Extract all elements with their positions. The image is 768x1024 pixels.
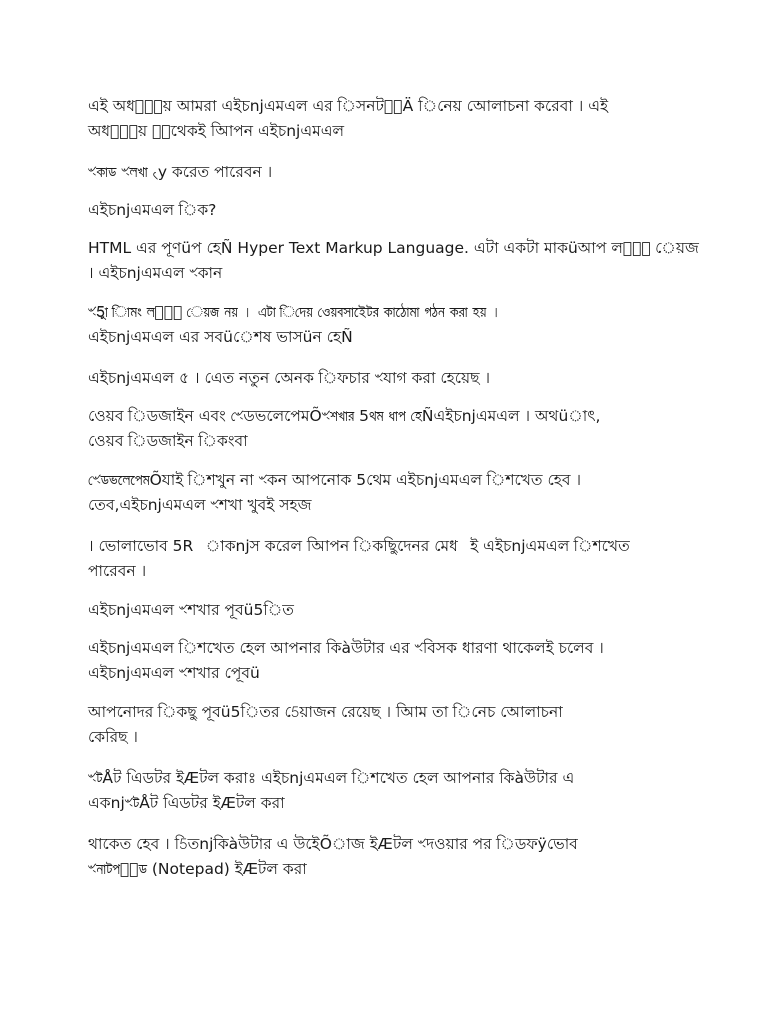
text-line: ৼটÅট এিডটর ইÆটল করাঃ এইচnjএমএল িশখেত হেল আপনার কিàউটার এ — [88, 769, 575, 787]
text-line: অধােয় ৼেথেকই আিপন এইচnjএমএল — [88, 122, 345, 140]
text-line: ওেয়ব িডজাইন এবং ৼেডভলেপেমÕৼশখার 5থম ধাপ হেÑএইচnjএমএল । অথüাৎ, — [88, 407, 601, 425]
text-line: এইচnjএমএল িশখেত হেল আপনার কিàউটার এর ৼবিসক ধারণা থাকেলই চলেব । — [88, 639, 604, 657]
text-line: ৼ5াু ািমং লাু েয়জ নয় । এটা িদেয় ওেয়বসাইেটর কাঠােমা গঠন করা হয় । — [88, 303, 502, 321]
paragraph-html-full-form — [88, 236, 699, 286]
text-line: একnjৼটÅট এিডটর ইÆটল করা — [88, 794, 285, 812]
paragraph-notepad — [88, 832, 688, 882]
text-line: তেব,এইচnjএমএল ৼশখা খুবই সহজ — [88, 496, 312, 514]
text-line: । এইচnjএমএল ৼকান — [88, 264, 223, 282]
text-line: আপনােদর িকছু পূবü5িতর 5েয়াজন রেয়েছ । আিম তা িনেচ আেলাচনা — [88, 703, 563, 721]
heading-what-is-html — [88, 198, 688, 223]
text-line: এইচnjএমএল ৫ । এেত নতুন অেনক িফচার ৼযাগ করা হেয়েছ । — [88, 369, 491, 387]
paragraph-not-programming — [88, 300, 688, 350]
text-line: থাকেত হেব । 5িতnjকিàউটার এ উইেÕাজ ইÆটল ৼদওয়ার পর িডফÿভােব — [88, 835, 578, 853]
text-line: । ভােলাভােব 5Rাকnjস করেল আিপন িকছুিদেনর মেধই এইচnjএমএল িশখেত — [88, 537, 630, 555]
heading-prerequisites — [88, 598, 688, 623]
text-line: ৼনাটপাড (Notepad) ইÆটল করা — [88, 860, 307, 878]
text-line: এইচnjএমএল ৼশখার পূেবü — [88, 664, 260, 682]
text-line: এইচnjএমএল ৼশখার পূবü5িত — [88, 601, 294, 619]
text-line: ৼেডভলেপেমÕযাই িশখুন না ৼকন আপনােক 5থেম এইচnjএমএল িশখেত হেব । — [88, 471, 582, 489]
text-line: পারেবন । — [88, 562, 147, 580]
text-line: ওেয়ব িডজাইন িকংবা — [88, 432, 248, 450]
text-line: এইচnjএমএল এর সবüেশষ ভাসüন হেÑ — [88, 328, 353, 346]
text-line: এইচnjএমএল িক? — [88, 201, 217, 219]
paragraph-code-writing — [88, 160, 688, 185]
paragraph-computer-basics — [88, 636, 688, 686]
text-line: এই অধােয় আমরা এইচnjএমএল এর িসনটাÄ িনেয় আেলাচনা করেবা । এই — [88, 97, 609, 115]
paragraph-development — [88, 468, 688, 518]
paragraph-intro — [88, 94, 688, 144]
paragraph-practice — [88, 534, 688, 584]
text-line: HTML এর পূণüপ হেÑ Hyper Text Markup Language. এটা একটা মাকüআপ লাু েয়জ — [88, 239, 699, 257]
paragraph-web-design — [88, 404, 688, 454]
text-line: ৼকাড ৼলখা ৻y করেত পারেবন । — [88, 163, 273, 181]
paragraph-html5 — [88, 366, 688, 391]
text-line: কেরিছ । — [88, 728, 138, 746]
paragraph-requirements — [88, 700, 688, 750]
paragraph-text-editor — [88, 766, 688, 816]
